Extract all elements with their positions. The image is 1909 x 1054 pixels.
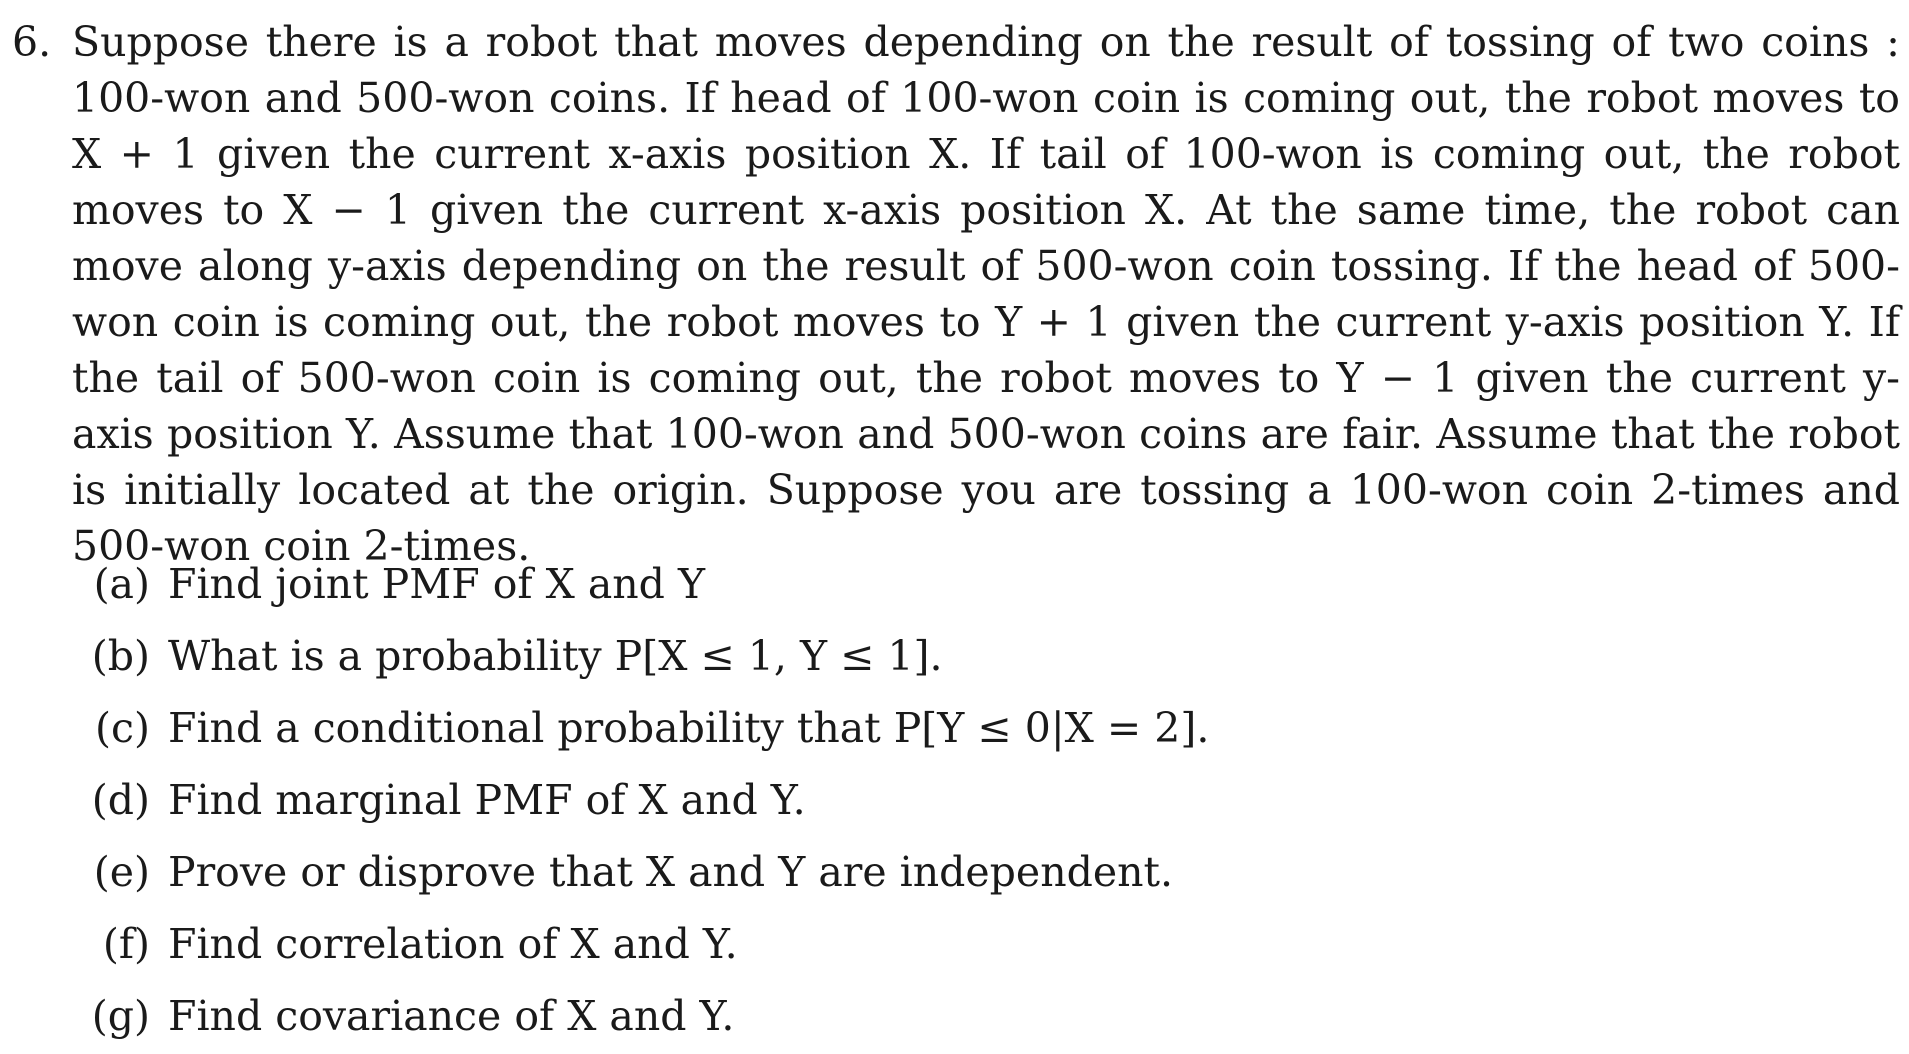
part-a [76, 548, 1876, 620]
part-f [76, 908, 1876, 980]
part-label: (g) [91, 992, 150, 1040]
part-label: (c) [95, 704, 150, 752]
part-d [76, 764, 1876, 836]
part-text: Find correlation of X and Y. [168, 920, 738, 968]
part-label: (a) [93, 560, 150, 608]
problem-statement: Suppose there is a robot that moves depending on the result of tossing of two coins : 100-won and 500-won coins. If head of 100-won coin is coming out, the robot moves to X + 1 given the current x-axis position X. If tail of 100-won is coming out, the robot moves to X − 1 given the current x-axis position X. At the same time, the robot can move along y-axis depending on the result of 500-won coin tossing. If the head of 500-won coin is coming out, the robot moves to Y + 1 given the current y-axis position Y. If the tail of 500-won coin is coming out, the robot moves to Y − 1 given the current y-axis position Y. Assume that 100-won and 500-won coins are fair. Assume that the robot is initially located at the origin. Suppose you are tossing a 100-won coin 2-times and 500-won coin 2-times. [72, 18, 1900, 570]
part-label: (e) [93, 848, 150, 896]
problem-number: 6. [12, 18, 52, 66]
part-g [76, 980, 1876, 1052]
part-label: (f) [102, 920, 150, 968]
part-text: Find a conditional probability that P[Y ≤ 0|X = 2]. [168, 704, 1210, 752]
part-text: Prove or disprove that X and Y are independent. [168, 848, 1174, 896]
problem-parts-list [76, 548, 1876, 1052]
part-e [76, 836, 1876, 908]
part-text: What is a probability P[X ≤ 1, Y ≤ 1]. [168, 632, 943, 680]
part-c [76, 692, 1876, 764]
part-label: (b) [91, 632, 150, 680]
part-label: (d) [91, 776, 150, 824]
part-text: Find marginal PMF of X and Y. [168, 776, 806, 824]
part-text: Find joint PMF of X and Y [168, 560, 706, 608]
part-text: Find covariance of X and Y. [168, 992, 735, 1040]
part-b [76, 620, 1876, 692]
